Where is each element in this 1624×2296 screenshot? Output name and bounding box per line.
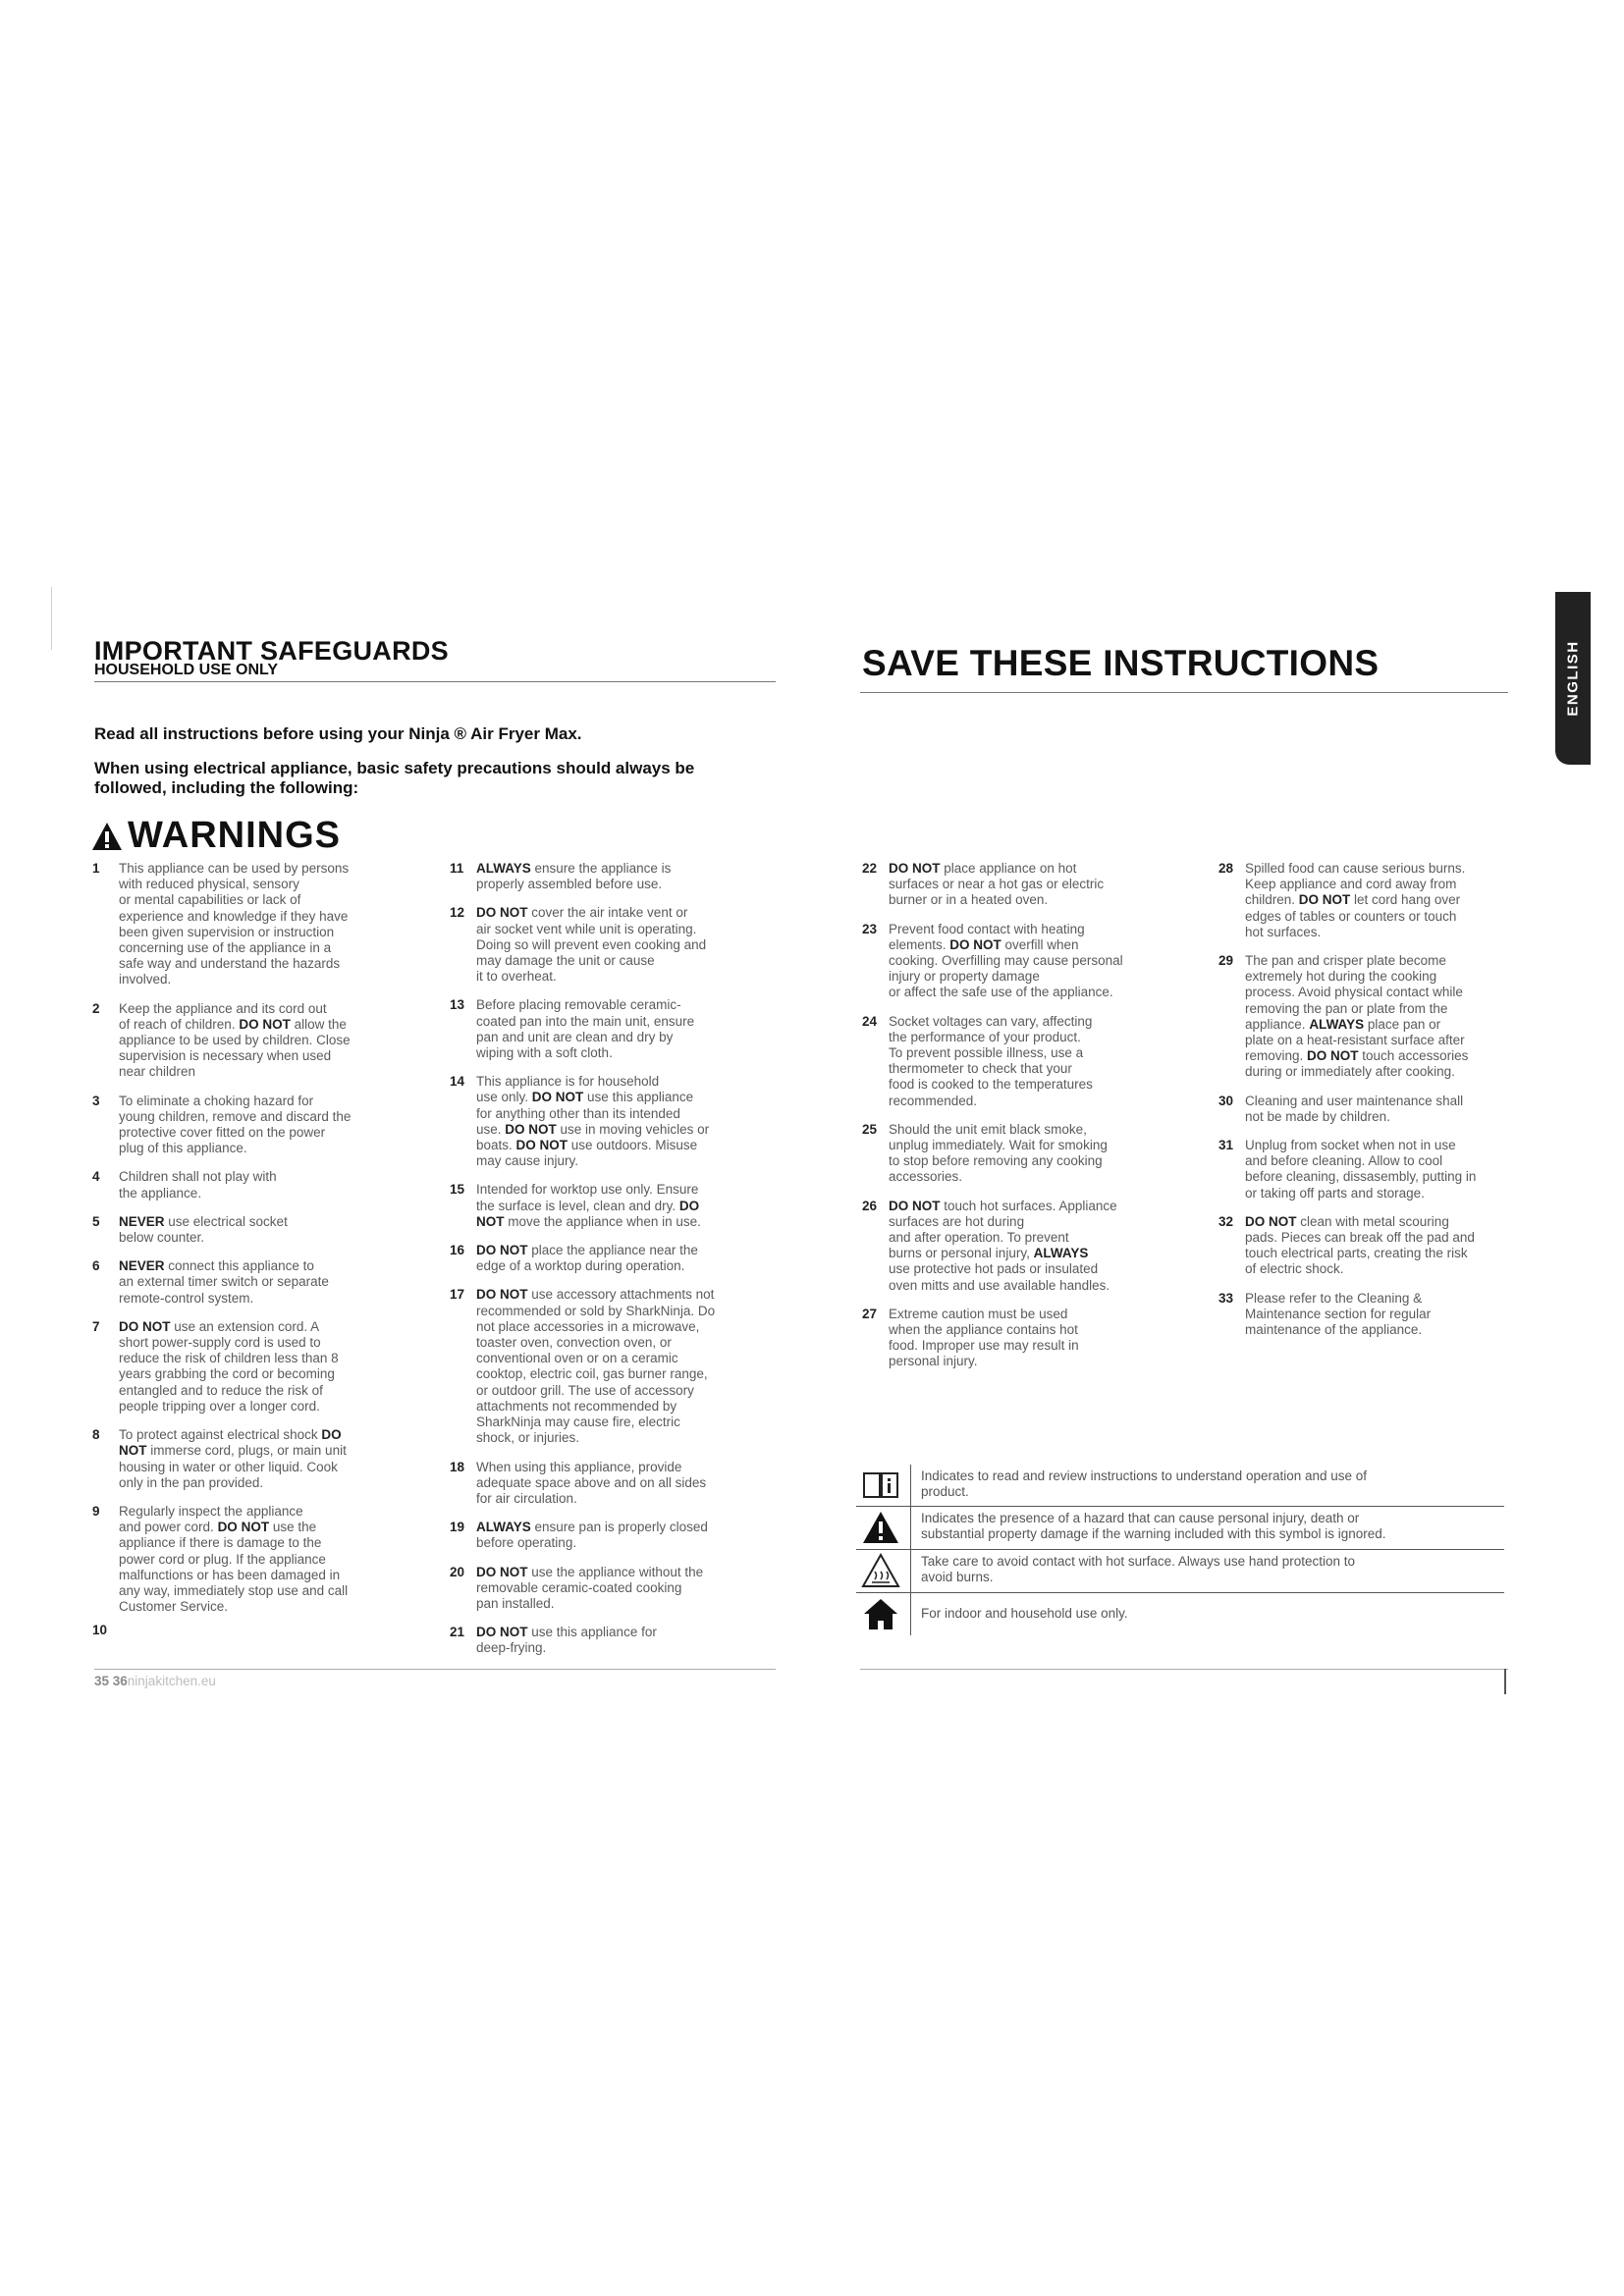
language-tab [1555, 592, 1591, 765]
symbol-row-hazard [856, 1506, 1504, 1550]
warning-item: 13 Before placing removable ceramic- coated pan into the main unit, ensure pan and unit are clean and dry by wiping with a soft cloth. [450, 997, 695, 1061]
warning-item: 14 This appliance is for household use only. DO NOT use this appliance for anything other than its intended use. DO NOT use in moving vehicles or boats. DO NOT use outdoors. Misuse may cause injury. [450, 1074, 710, 1169]
save-instructions-title: SAVE THESE INSTRUCTIONS [862, 643, 1380, 683]
warning-item: 8 To protect against electrical shock DO NOT immerse cord, plugs, or main unit housing in water or other liquid. Cook only in the pan provided. [92, 1427, 347, 1490]
warning-item: 29 The pan and crisper plate become extremely hot during the cooking process. Avoid physical contact while removing the pan or plate from the appliance. ALWAYS place pan or plate on a heat-resistant surface after removing. DO NOT touch accessories during or immediately after cooking. [1218, 953, 1469, 1080]
section-title: IMPORTANT SAFEGUARDS [94, 636, 449, 666]
warning-item: 31 Unplug from socket when not in use and before cleaning. Allow to cool before cleaning, dissasembly, putting in or taking off parts and storage. [1218, 1138, 1477, 1201]
warning-item: 3 To eliminate a choking hazard for young children, remove and discard the protective cover fitted on the power plug of this appliance. [92, 1093, 352, 1156]
manual-info-icon [861, 1468, 900, 1500]
warning-item: 27 Extreme caution must be used when the appliance contains hot food. Improper use may result in personal injury. [862, 1306, 1079, 1369]
intro-read-instructions: Read all instructions before using your Ninja ® Air Fryer Max. [94, 724, 582, 743]
warnings-column-3 [862, 861, 1196, 1370]
warning-item: 25 Should the unit emit black smoke, unplug immediately. Wait for smoking to stop before removing any cooking accessories. [862, 1121, 1108, 1185]
symbol-row-hot-surface [856, 1549, 1504, 1593]
warning-item: 12 DO NOT cover the air intake vent or air socket vent while unit is operating. Doing so will prevent even cooking and may damage the unit or cause it to overheat. [450, 905, 707, 985]
warning-item: 20 DO NOT use the appliance without the removable ceramic-coated cooking pan installed. [450, 1564, 704, 1611]
house-icon [861, 1596, 900, 1631]
header-rule-right [860, 692, 1508, 693]
warning-item: 26 DO NOT touch hot surfaces. Appliance surfaces are hot during and after operation. To prevent burns or personal injury, ALWAYS use protective hot pads or insulated oven mitts and use available handles. [862, 1198, 1117, 1293]
warning-item: 9 Regularly inspect the appliance and power cord. DO NOT use the appliance if there is damage to the power cord or plug. If the appliance malfunctions or has been damaged in any way, immediately stop use and call Customer Service. [92, 1503, 349, 1615]
warning-item: 15 Intended for worktop use only. Ensure the surface is level, clean and dry. DO NOT move the appliance when in use. [450, 1182, 701, 1229]
hot-surface-icon [861, 1553, 900, 1588]
warning-item: 32 DO NOT clean with metal scouring pads. Pieces can break off the pad and touch electrical parts, creating the risk of electric shock. [1218, 1213, 1475, 1277]
hazard-warning-icon [861, 1510, 900, 1545]
page-numbers: 35 36 [94, 1674, 128, 1688]
warning-item: 23 Prevent food contact with heating elements. DO NOT overfill when cooking. Overfilling may cause personal injury or property damage or affect the safe use of the appliance. [862, 921, 1123, 1000]
warning-item: 6 NEVER connect this appliance to an external timer switch or separate remote-control system. [92, 1258, 329, 1306]
warning-item: 5 NEVER use electrical socket below counter. [92, 1213, 288, 1246]
footer-tick [1504, 1669, 1506, 1694]
section-subtitle: HOUSEHOLD USE ONLY [94, 662, 278, 678]
warning-item: 18 When using this appliance, provide adequate space above and on all sides for air circulation. [450, 1459, 707, 1506]
warning-item: 24 Socket voltages can vary, affecting the performance of your product. To prevent possible illness, use a thermometer to check that your food is cooked to the temperatures recommended. [862, 1013, 1093, 1108]
warning-item: 33 Please refer to the Cleaning & Maintenance section for regular maintenance of the appliance. [1218, 1290, 1432, 1338]
warnings-column-2 [450, 861, 788, 1657]
header-rule-left [94, 681, 776, 682]
warning-item: 2 Keep the appliance and its cord out of reach of children. DO NOT allow the appliance to be used by children. Close supervision is necessary when used near children [92, 1000, 351, 1080]
left-margin-rule [51, 587, 52, 650]
footer-rule-left [94, 1669, 776, 1670]
warnings-column-4 [1218, 861, 1557, 1338]
warning-item: 7 DO NOT use an extension cord. A short power-supply cord is used to reduce the risk of children less than 8 years grabbing the cord or becoming entangled and to reduce the risk of people tripping over a longer cord. [92, 1318, 339, 1414]
warnings-title: WARNINGS [128, 815, 341, 856]
symbol-row-indoor-use [856, 1592, 1504, 1635]
warning-item: 16 DO NOT place the appliance near the edge of a worktop during operation. [450, 1243, 698, 1274]
warning-item: 28 Spilled food can cause serious burns. Keep appliance and cord away from children. DO NOT let cord hang over edges of tables or counters or touch hot surfaces. [1218, 861, 1466, 939]
warning-item: 4 Children shall not play with the appliance. [92, 1169, 277, 1201]
footer [94, 1674, 216, 1688]
symbol-text: Take care to avoid contact with hot surface. Always use hand protection to avoid burns. [921, 1554, 1355, 1584]
symbol-text: Indicates the presence of a hazard that can cause personal injury, death or substantial property damage if the warning included with this symbol is ignored. [921, 1511, 1386, 1541]
warning-item: 17 DO NOT use accessory attachments not recommended or sold by SharkNinja. Do not place accessories in a microwave, toaster oven, convection oven, or conventional oven or on a ceramic cooktop, electric coil, gas burner range, or outdoor grill. The use of accessory attachments not recommended by SharkNinja may cause fire, electric shock, or injuries. [450, 1287, 716, 1446]
warnings-column-1 [92, 861, 431, 1639]
warning-item: 30 Cleaning and user maintenance shall not be made by children. [1218, 1093, 1464, 1124]
symbol-text: Indicates to read and review instructions to understand operation and use of product. [921, 1468, 1368, 1499]
symbol-text: For indoor and household use only. [921, 1606, 1128, 1621]
footer-rule-right [860, 1669, 1508, 1670]
symbol-row-read-instructions [856, 1465, 1504, 1507]
language-tab-label: ENGLISH [1564, 640, 1582, 717]
warning-icon [90, 821, 124, 852]
warnings-heading [90, 815, 341, 857]
intro-precautions: When using electrical appliance, basic safety precautions should always be followed, including the following: [94, 759, 695, 797]
warning-item: 21 DO NOT use this appliance for deep-frying. [450, 1625, 657, 1656]
warning-item: 19 ALWAYS ensure pan is properly closed before operating. [450, 1520, 708, 1551]
stray-number: 10 [92, 1623, 108, 1638]
warning-item: 1 This appliance can be used by persons with reduced physical, sensory or mental capabilities or lack of experience and knowledge if they have been given supervision or instruction concerning use of the appliance in a safe way and understand the hazards involved. [92, 861, 350, 988]
footer-website: ninjakitchen.eu [127, 1674, 216, 1688]
warning-item: 22 DO NOT place appliance on hot surfaces or near a hot gas or electric burner or in a heated oven. [862, 861, 1105, 908]
warning-item: 11 ALWAYS ensure the appliance is properly assembled before use. [450, 861, 672, 892]
